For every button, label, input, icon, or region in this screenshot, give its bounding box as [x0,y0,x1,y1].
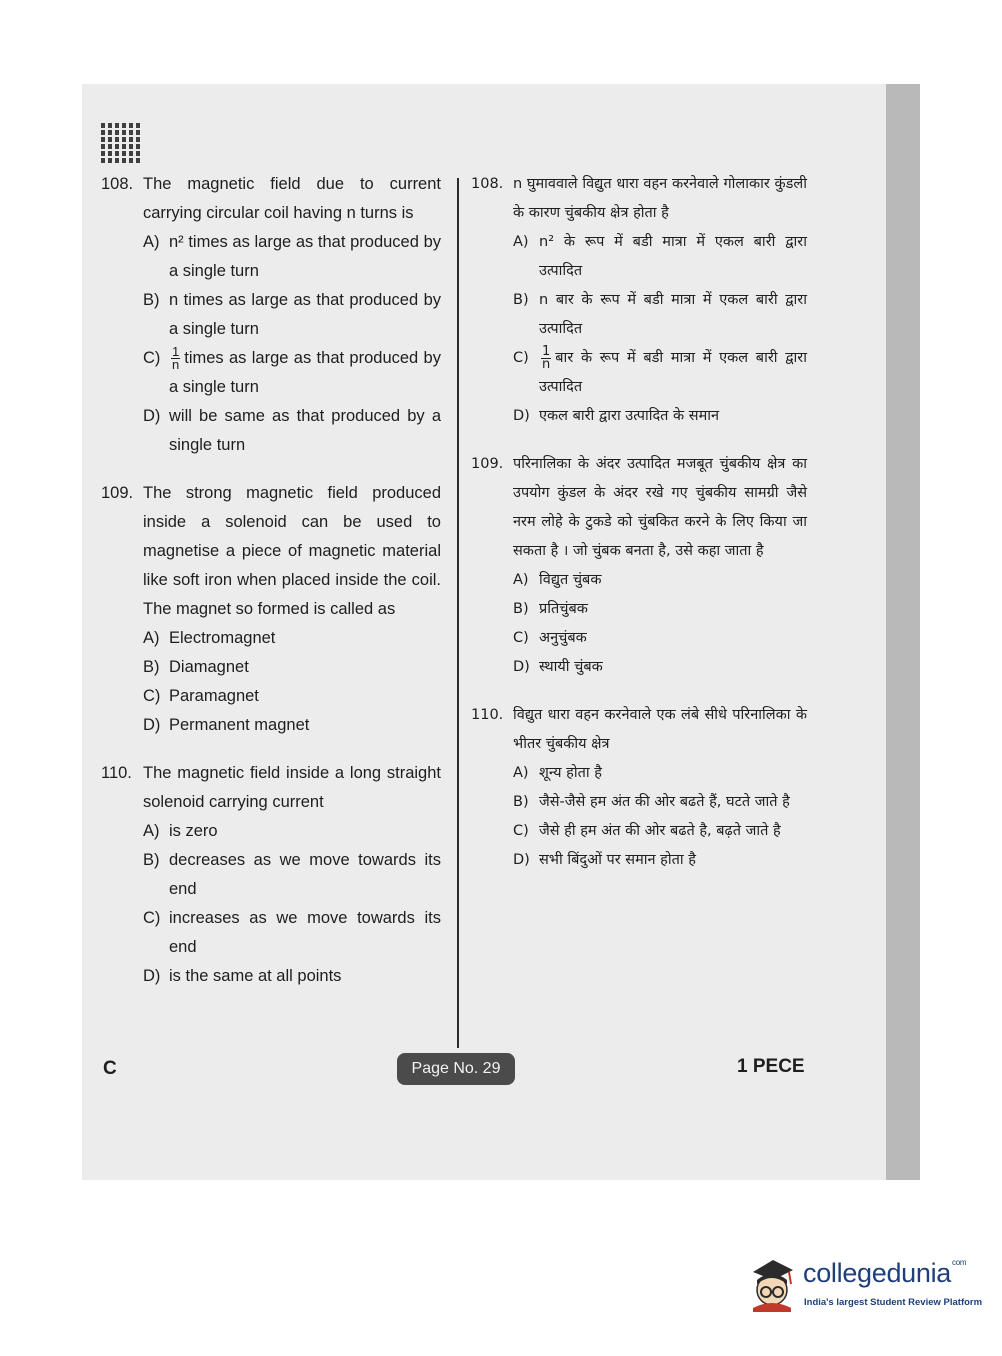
option-body: n times as large as that produced by a single turn [169,291,441,338]
option-b [513,286,807,344]
option-d [513,653,807,682]
option-text [169,711,441,740]
option-b [513,788,807,817]
option-label: C) [143,687,161,705]
option-text [539,759,807,788]
option-text [169,904,441,962]
option-body: n बार के रूप में बडी मात्रा में एकल बारी द्वारा उत्पादित [539,292,807,337]
option-body: is the same at all points [169,967,342,985]
option-label: A) [513,765,529,781]
option-d [513,402,807,431]
option-text [169,653,441,682]
option-text [169,682,441,711]
fraction [541,343,551,372]
option-label: C) [513,630,529,646]
option-a [513,759,807,788]
option-body: बार के रूप में बडी मात्रा में एकल बारी द्वारा उत्पादित [539,350,807,395]
option-b [143,653,441,682]
option-body: decreases as we move towards its end [169,851,441,898]
collegedunia-logo[interactable] [745,1252,983,1318]
option-text [169,624,441,653]
option-c [513,624,807,653]
fraction-numerator: 1 [172,344,180,360]
option-body: Permanent magnet [169,716,310,734]
option-label: D) [143,967,161,985]
question-108 [471,170,807,431]
option-body: सभी बिंदुओं पर समान होता है [539,852,696,868]
page-number: Page No. 29 [397,1053,515,1085]
option-text [539,286,807,344]
option-label: C) [513,823,529,839]
option-b [143,286,441,344]
option-body: जैसे ही हम अंत की ओर बढते है, बढ़ते जाते है [539,823,781,839]
option-label: B) [513,292,529,308]
option-label: D) [143,716,161,734]
logo-name: collegedunia$^{com}$ [803,1258,967,1288]
question-number: 108. [101,175,134,193]
option-body: n² times as large as that produced by a single turn [169,233,441,280]
option-label: B) [143,658,160,676]
option-text [539,624,807,653]
hindi-column [471,170,807,894]
question-number: 110. [101,764,132,782]
option-body: times as large as that produced by a single turn [169,349,441,396]
question-text: विद्युत धारा वहन करनेवाले एक लंबे सीधे परिनालिका के भीतर चुंबकीय क्षेत्र [513,707,807,752]
fraction-numerator: 1 [542,343,551,359]
option-d [143,711,441,740]
option-body: n² के रूप में बडी मात्रा में एकल बारी द्वारा उत्पादित [539,234,807,279]
option-d [513,846,807,875]
option-label: C) [143,349,161,367]
option-label: D) [513,408,530,424]
option-a [143,624,441,653]
option-c [143,904,441,962]
option-label: D) [513,852,530,868]
question-number: 109. [471,456,504,472]
option-body: will be same as that produced by a single turn [169,407,441,454]
option-text [169,962,441,991]
option-c [513,344,807,402]
fraction [171,346,180,371]
option-c [513,817,807,846]
series-label: C [103,1058,117,1079]
option-text [539,566,807,595]
option-label: A) [143,629,160,647]
option-label: C) [143,909,161,927]
option-body: Electromagnet [169,629,276,647]
option-label: A) [143,233,160,251]
option-label: C) [513,350,529,366]
option-label: B) [143,291,160,309]
logo-tagline: India's largest Student Review Platform [804,1297,983,1308]
option-body: एकल बारी द्वारा उत्पादित के समान [539,408,720,424]
option-body: increases as we move towards its end [169,909,441,956]
question-text: The strong magnetic field produced inside a solenoid can be used to magnetise a piece of magnetic material like soft iron when placed inside the coil. The magnet so formed is called as [143,484,441,618]
option-text [169,817,441,846]
option-text [169,286,441,344]
option-a [143,817,441,846]
option-body: अनुचुंबक [539,630,587,646]
scan-edge-shadow [886,84,920,1180]
option-text [539,402,807,431]
question-text: The magnetic field inside a long straight solenoid carrying current [143,764,441,811]
question-110 [471,701,807,875]
option-text [169,344,441,402]
option-d [143,402,441,460]
option-body: शून्य होता है [539,765,602,781]
question-text: n घुमाववाले विद्युत धारा वहन करनेवाले गोलाकार कुंडली के कारण चुंबकीय क्षेत्र होता है [513,176,807,221]
question-110 [101,759,441,991]
option-a [513,228,807,286]
paper-code: 1 PECE [737,1056,805,1077]
option-label: D) [143,407,161,425]
option-b [513,595,807,624]
option-a [513,566,807,595]
option-body: प्रतिचुंबक [539,601,588,617]
option-c [143,682,441,711]
option-body: Paramagnet [169,687,259,705]
question-108 [101,170,441,460]
option-text [539,228,807,286]
option-d [143,962,441,991]
question-text: परिनालिका के अंदर उत्पादित मजबूत चुंबकीय क्षेत्र का उपयोग कुंडल के अंदर रखे गए चुंबकीय सामग्री जैसे नरम लोहे के टुकडे को चुंबकित करने के लिए किया जा सकता है । जो चुंबक बनता है, उसे कहा जाता है [513,456,807,559]
graduate-mascot-icon [745,1254,795,1312]
question-109 [471,450,807,682]
question-109 [101,479,441,740]
option-a [143,228,441,286]
column-divider [457,178,459,1048]
option-text [169,402,441,460]
option-label: D) [513,659,530,675]
option-body: जैसे-जैसे हम अंत की ओर बढते हैं, घटते जाते है [539,794,790,810]
option-body: is zero [169,822,218,840]
option-text [539,653,807,682]
option-body: Diamagnet [169,658,249,676]
option-body: विद्युत चुंबक [539,572,602,588]
option-label: A) [513,234,529,250]
option-text [539,788,807,817]
option-label: B) [143,851,160,869]
qr-code-icon [101,123,141,163]
option-label: B) [513,601,529,617]
question-text: The magnetic field due to current carrying circular coil having n turns is [143,175,441,222]
option-body: स्थायी चुंबक [539,659,603,675]
option-text [169,846,441,904]
fraction-denominator: n [542,356,551,372]
question-number: 109. [101,484,134,502]
question-number: 110. [471,707,504,723]
option-label: A) [513,572,529,588]
option-text [169,228,441,286]
fraction-denominator: n [172,357,180,373]
question-number: 108. [471,176,504,192]
option-text [539,817,807,846]
option-label: A) [143,822,160,840]
option-text [539,595,807,624]
option-c [143,344,441,402]
option-text [539,344,807,402]
option-label: B) [513,794,529,810]
option-text [539,846,807,875]
option-b [143,846,441,904]
english-column [101,170,441,1010]
